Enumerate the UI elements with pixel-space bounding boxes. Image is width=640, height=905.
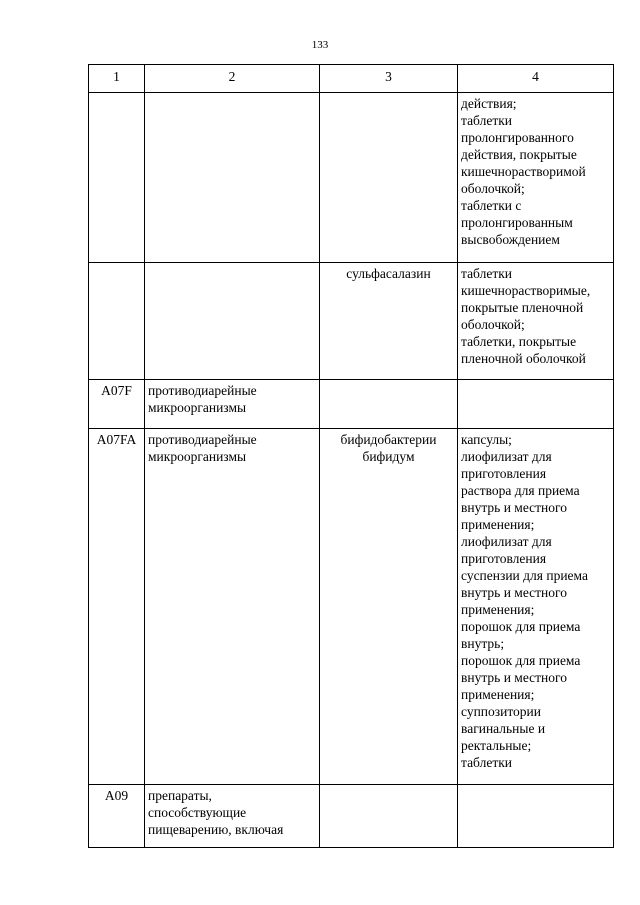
table-row xyxy=(89,785,614,848)
drug-table xyxy=(88,64,614,848)
atc-code-cell: A07FA xyxy=(89,429,145,785)
group-name-cell: противодиарейные микроорганизмы xyxy=(145,380,320,429)
column-header-3: 3 xyxy=(320,65,458,93)
atc-code-cell xyxy=(89,93,145,263)
drug-name-cell: сульфасалазин xyxy=(320,263,458,380)
page-number: 133 xyxy=(311,39,329,51)
table-header-row xyxy=(89,65,614,93)
column-header-1: 1 xyxy=(89,65,145,93)
column-header-4: 4 xyxy=(458,65,614,93)
dosage-form-cell: таблетки кишечнорастворимые, покрытые пленочной оболочкой; таблетки, покрытые пленочной оболочкой xyxy=(458,263,614,380)
dosage-form-cell xyxy=(458,785,614,848)
group-name-cell xyxy=(145,263,320,380)
table-row xyxy=(89,429,614,785)
column-header-2: 2 xyxy=(145,65,320,93)
dosage-form-cell: капсулы; лиофилизат для приготовления раствора для приема внутрь и местного применения; лиофилизат для приготовления суспензии для приема внутрь и местного применения; порошок для приема внутрь; порошок для приема внутрь и местного применения; суппозитории вагинальные и ректальные; таблетки xyxy=(458,429,614,785)
drug-name-cell xyxy=(320,785,458,848)
group-name-cell: противодиарейные микроорганизмы xyxy=(145,429,320,785)
dosage-form-cell: действия; таблетки пролонгированного действия, покрытые кишечнорастворимой оболочкой; таблетки с пролонгированным высвобождением xyxy=(458,93,614,263)
drug-name-cell xyxy=(320,380,458,429)
atc-code-cell xyxy=(89,263,145,380)
table-row xyxy=(89,93,614,263)
dosage-form-cell xyxy=(458,380,614,429)
table-row xyxy=(89,263,614,380)
atc-code-cell: A09 xyxy=(89,785,145,848)
group-name-cell: препараты, способствующие пищеварению, включая xyxy=(145,785,320,848)
atc-code-cell: A07F xyxy=(89,380,145,429)
group-name-cell xyxy=(145,93,320,263)
drug-name-cell xyxy=(320,93,458,263)
table-row xyxy=(89,380,614,429)
drug-name-cell: бифидобактерии бифидум xyxy=(320,429,458,785)
